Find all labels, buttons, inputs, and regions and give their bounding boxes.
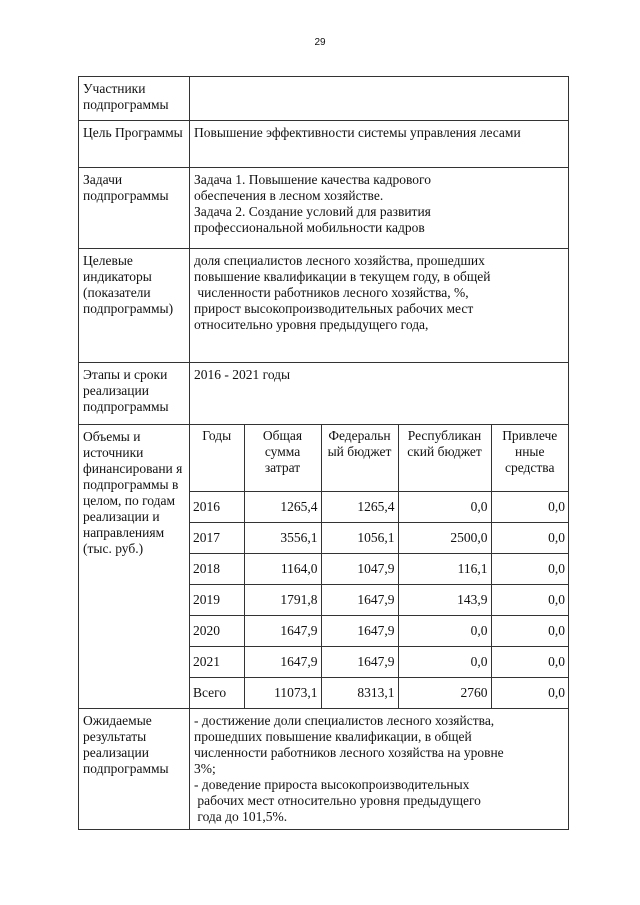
total-cell: 1647,9 bbox=[244, 616, 321, 647]
year-cell: 2021 bbox=[190, 647, 244, 678]
year-cell: 2020 bbox=[190, 616, 244, 647]
indicators-row bbox=[79, 249, 569, 363]
text-line: года до 101,5%. bbox=[194, 809, 288, 824]
page-number: 29 bbox=[314, 37, 326, 48]
financing-row-2021 bbox=[190, 647, 568, 678]
financing-row-2020 bbox=[190, 616, 568, 647]
federal-cell: 1047,9 bbox=[321, 554, 398, 585]
goal-value: Повышение эффективности системы управления лесами bbox=[190, 121, 569, 168]
participants-value bbox=[190, 77, 569, 121]
federal-cell: 1647,9 bbox=[321, 647, 398, 678]
federal-cell: 1647,9 bbox=[321, 616, 398, 647]
financing-table-cell bbox=[190, 425, 569, 709]
text-line: относительно уровня предыдущего года, bbox=[194, 317, 429, 332]
tasks-label: Задачи подпрограммы bbox=[79, 168, 190, 249]
republic-cell: 116,1 bbox=[398, 554, 491, 585]
financing-row bbox=[79, 425, 569, 709]
text-line: численности работников лесного хозяйства на уровне bbox=[194, 745, 504, 760]
stages-value: 2016 - 2021 годы bbox=[190, 363, 569, 425]
tasks-value bbox=[190, 168, 569, 249]
federal-cell: 8313,1 bbox=[321, 678, 398, 709]
stages-label: Этапы и сроки реализации подпрограммы bbox=[79, 363, 190, 425]
text-line: обеспечения в лесном хозяйстве. bbox=[194, 188, 384, 203]
header-federal: Федеральн ый бюджет bbox=[321, 425, 398, 492]
total-cell: 3556,1 bbox=[244, 523, 321, 554]
year-cell: 2019 bbox=[190, 585, 244, 616]
financing-row-total bbox=[190, 678, 568, 709]
attracted-cell: 0,0 bbox=[491, 492, 568, 523]
total-cell: 1791,8 bbox=[244, 585, 321, 616]
financing-row-2017 bbox=[190, 523, 568, 554]
attracted-cell: 0,0 bbox=[491, 616, 568, 647]
goal-row bbox=[79, 121, 569, 168]
attracted-cell: 0,0 bbox=[491, 523, 568, 554]
federal-cell: 1056,1 bbox=[321, 523, 398, 554]
republic-cell: 143,9 bbox=[398, 585, 491, 616]
total-cell: 11073,1 bbox=[244, 678, 321, 709]
results-value bbox=[190, 709, 569, 830]
attracted-cell: 0,0 bbox=[491, 585, 568, 616]
text-line: - достижение доли специалистов лесного хозяйства, bbox=[194, 713, 495, 728]
year-cell: 2016 bbox=[190, 492, 244, 523]
header-republic: Республикан ский бюджет bbox=[398, 425, 491, 492]
text-line: - доведение прироста высокопроизводительных bbox=[194, 777, 470, 792]
year-cell: 2018 bbox=[190, 554, 244, 585]
financing-table bbox=[190, 425, 568, 708]
total-cell: 1164,0 bbox=[244, 554, 321, 585]
attracted-cell: 0,0 bbox=[491, 647, 568, 678]
text-line: доля специалистов лесного хозяйства, прошедших bbox=[194, 253, 485, 268]
results-row bbox=[79, 709, 569, 830]
text-line: численности работников лесного хозяйства, %, bbox=[194, 285, 469, 300]
header-attracted: Привлече нные средства bbox=[491, 425, 568, 492]
republic-cell: 0,0 bbox=[398, 492, 491, 523]
attracted-cell: 0,0 bbox=[491, 678, 568, 709]
year-cell: Всего bbox=[190, 678, 244, 709]
attracted-cell: 0,0 bbox=[491, 554, 568, 585]
republic-cell: 0,0 bbox=[398, 647, 491, 678]
text-line: 3%; bbox=[194, 761, 216, 776]
text-line: прирост высокопроизводительных рабочих мест bbox=[194, 301, 474, 316]
republic-cell: 2760 bbox=[398, 678, 491, 709]
financing-header-row bbox=[190, 425, 568, 492]
financing-row-2019 bbox=[190, 585, 568, 616]
stages-row bbox=[79, 363, 569, 425]
text-line: Задача 1. Повышение качества кадрового bbox=[194, 172, 431, 187]
text-line: профессиональной мобильности кадров bbox=[194, 220, 425, 235]
financing-row-2016 bbox=[190, 492, 568, 523]
header-total: Общая сумма затрат bbox=[244, 425, 321, 492]
federal-cell: 1647,9 bbox=[321, 585, 398, 616]
text-line: Задача 2. Создание условий для развития bbox=[194, 204, 431, 219]
total-cell: 1265,4 bbox=[244, 492, 321, 523]
republic-cell: 0,0 bbox=[398, 616, 491, 647]
goal-label: Цель Программы bbox=[79, 121, 190, 168]
indicators-label: Целевые индикаторы (показатели подпрограммы) bbox=[79, 249, 190, 363]
year-cell: 2017 bbox=[190, 523, 244, 554]
republic-cell: 2500,0 bbox=[398, 523, 491, 554]
text-line: прошедших повышение квалификации, в общей bbox=[194, 729, 472, 744]
financing-row-2018 bbox=[190, 554, 568, 585]
participants-label: Участники подпрограммы bbox=[79, 77, 190, 121]
header-years: Годы bbox=[190, 425, 244, 492]
financing-label: Объемы и источники финансировани я подпрограммы в целом, по годам реализации и направлениям (тыс. руб.) bbox=[79, 425, 190, 709]
text-line: повышение квалификации в текущем году, в общей bbox=[194, 269, 491, 284]
results-label: Ожидаемые результаты реализации подпрограммы bbox=[79, 709, 190, 830]
total-cell: 1647,9 bbox=[244, 647, 321, 678]
participants-row bbox=[79, 77, 569, 121]
federal-cell: 1265,4 bbox=[321, 492, 398, 523]
tasks-row bbox=[79, 168, 569, 249]
text-line: рабочих мест относительно уровня предыдущего bbox=[194, 793, 481, 808]
subprogram-passport-table bbox=[78, 76, 569, 830]
indicators-value bbox=[190, 249, 569, 363]
